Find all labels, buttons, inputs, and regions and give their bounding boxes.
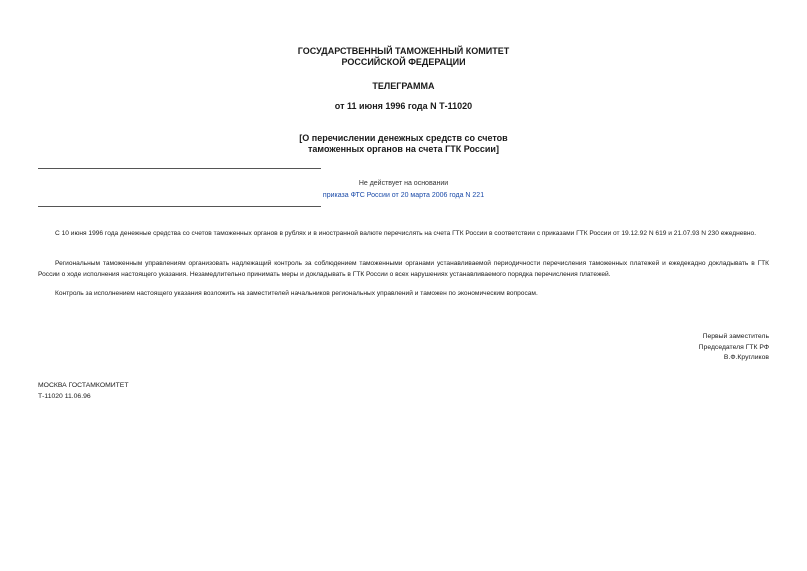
divider-bottom <box>38 206 321 207</box>
document-title-line-1: [О перечислении денежных средств со счетов <box>299 133 508 143</box>
status-notice: Не действует на основании <box>358 180 449 187</box>
body-paragraph: Контроль за исполнением настоящего указания возложить на заместителей начальников региональных управлений и таможен по экономическим вопросам. <box>55 290 538 297</box>
issuer-line-1: ГОСУДАРСТВЕННЫЙ ТАМОЖЕННЫЙ КОМИТЕТ <box>297 46 510 56</box>
footer-reference: Т-11020 11.06.96 <box>38 393 91 400</box>
document-type: ТЕЛЕГРАММА <box>372 81 435 91</box>
footer-place: МОСКВА ГОСТАМКОМИТЕТ <box>38 382 129 389</box>
issuer-line-2: РОССИЙСКОЙ ФЕДЕРАЦИИ <box>341 57 466 67</box>
divider-top <box>38 168 321 169</box>
body-paragraph: С 10 июня 1996 года денежные средства со счетов таможенных органов в рублях и в иностранной валюте перечислять на счета ГТК России в соответствии с приказами ГТК России от 19.12.92 N 619 и 21.07.93 N 230 ежедневно. <box>55 230 757 237</box>
signature-organization: Председателя ГТК РФ <box>698 344 769 351</box>
body-paragraph: Региональным таможенным управлениям организовать надлежащий контроль за соблюдением таможенными органами устанавливаемой периодичности перечисления таможенных платежей и ежедекадно докладывать в ГТК России о ходе исполнения настоящего указания. Незамедлительно принимать меры и докладывать в ГТК России о всех нарушениях устанавливаемого порядка перечисления платежей. <box>38 260 769 278</box>
signature-position: Первый заместитель <box>702 333 769 340</box>
document-title-line-2: таможенных органов на счета ГТК России] <box>308 144 499 154</box>
signature-name: В.Ф.Кругликов <box>723 354 769 361</box>
document-date-number: от 11 июня 1996 года N Т-11020 <box>334 101 473 111</box>
status-notice-link[interactable]: приказа ФТС России от 20 марта 2006 года N 221 <box>322 192 485 199</box>
